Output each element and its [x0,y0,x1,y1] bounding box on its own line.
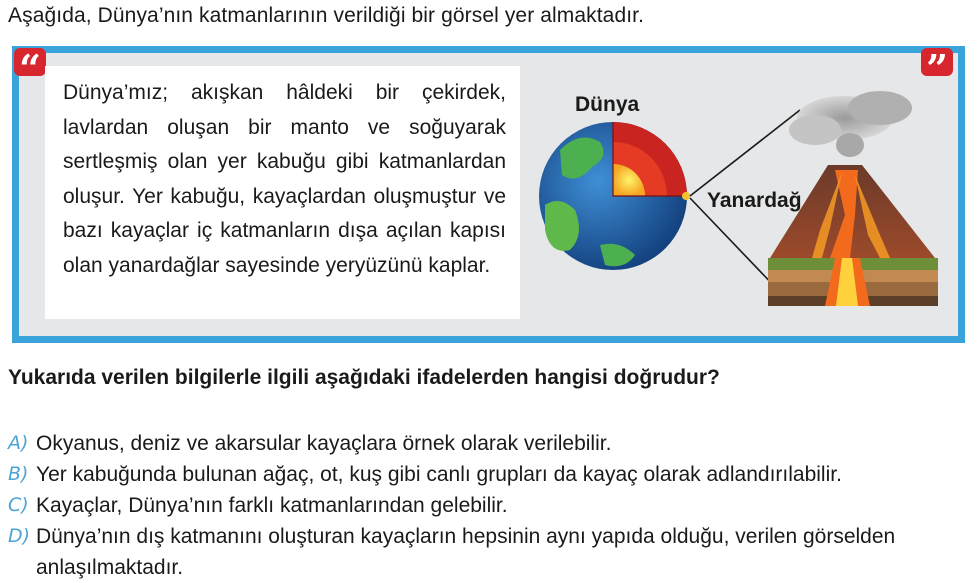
answer-options [8,428,968,583]
option-text: Okyanus, deniz ve akarsular kayaçlara örnek olarak verilebilir. [36,432,612,455]
option-b[interactable] [8,459,968,490]
option-text: Dünya’nın dış katmanını oluşturan kayaçların hepsinin aynı yapıda olduğu, verilen görselden anlaşılmaktadır. [36,525,896,579]
earth-label: Dünya [575,93,640,116]
close-quote-icon: ” [921,48,953,76]
pointer-dot-icon [682,192,690,200]
option-c[interactable] [8,490,968,521]
earth-icon [539,122,687,270]
option-text: Kayaçlar, Dünya’nın farklı katmanlarından gelebilir. [36,494,508,517]
option-letter: C) [8,494,29,516]
option-d[interactable] [8,521,968,583]
pointer-line-top [690,110,800,196]
option-letter: A) [8,432,29,454]
question-text: Yukarıda verilen bilgilerle ilgili aşağıdaki ifadelerden hangisi doğrudur? [8,366,720,389]
volcano-label: Yanardağ [707,189,802,212]
option-a[interactable] [8,428,968,459]
passage-text: Dünya’mız; akışkan hâldeki bir çekirdek, lavlardan oluşan bir manto ve soğuyarak sertleşmiş olan yer kabuğu gibi katmanlardan oluşur. Yer kabuğu, kayaçlardan oluşmuştur ve bazı kayaçlar iç katmanların dışa açılan kapısı olan yanardağlar sayesinde yeryüzünü kaplar. [63,81,506,277]
intro-text: Aşağıda, Dünya’nın katmanlarının verildiği bir görsel yer almaktadır. [8,4,645,27]
open-quote-icon: “ [14,48,46,76]
option-text: Yer kabuğunda bulunan ağaç, ot, kuş gibi canlı grupları da kayaç olarak adlandırılabilir. [36,463,842,486]
option-letter: D) [8,525,31,547]
option-letter: B) [8,463,29,485]
